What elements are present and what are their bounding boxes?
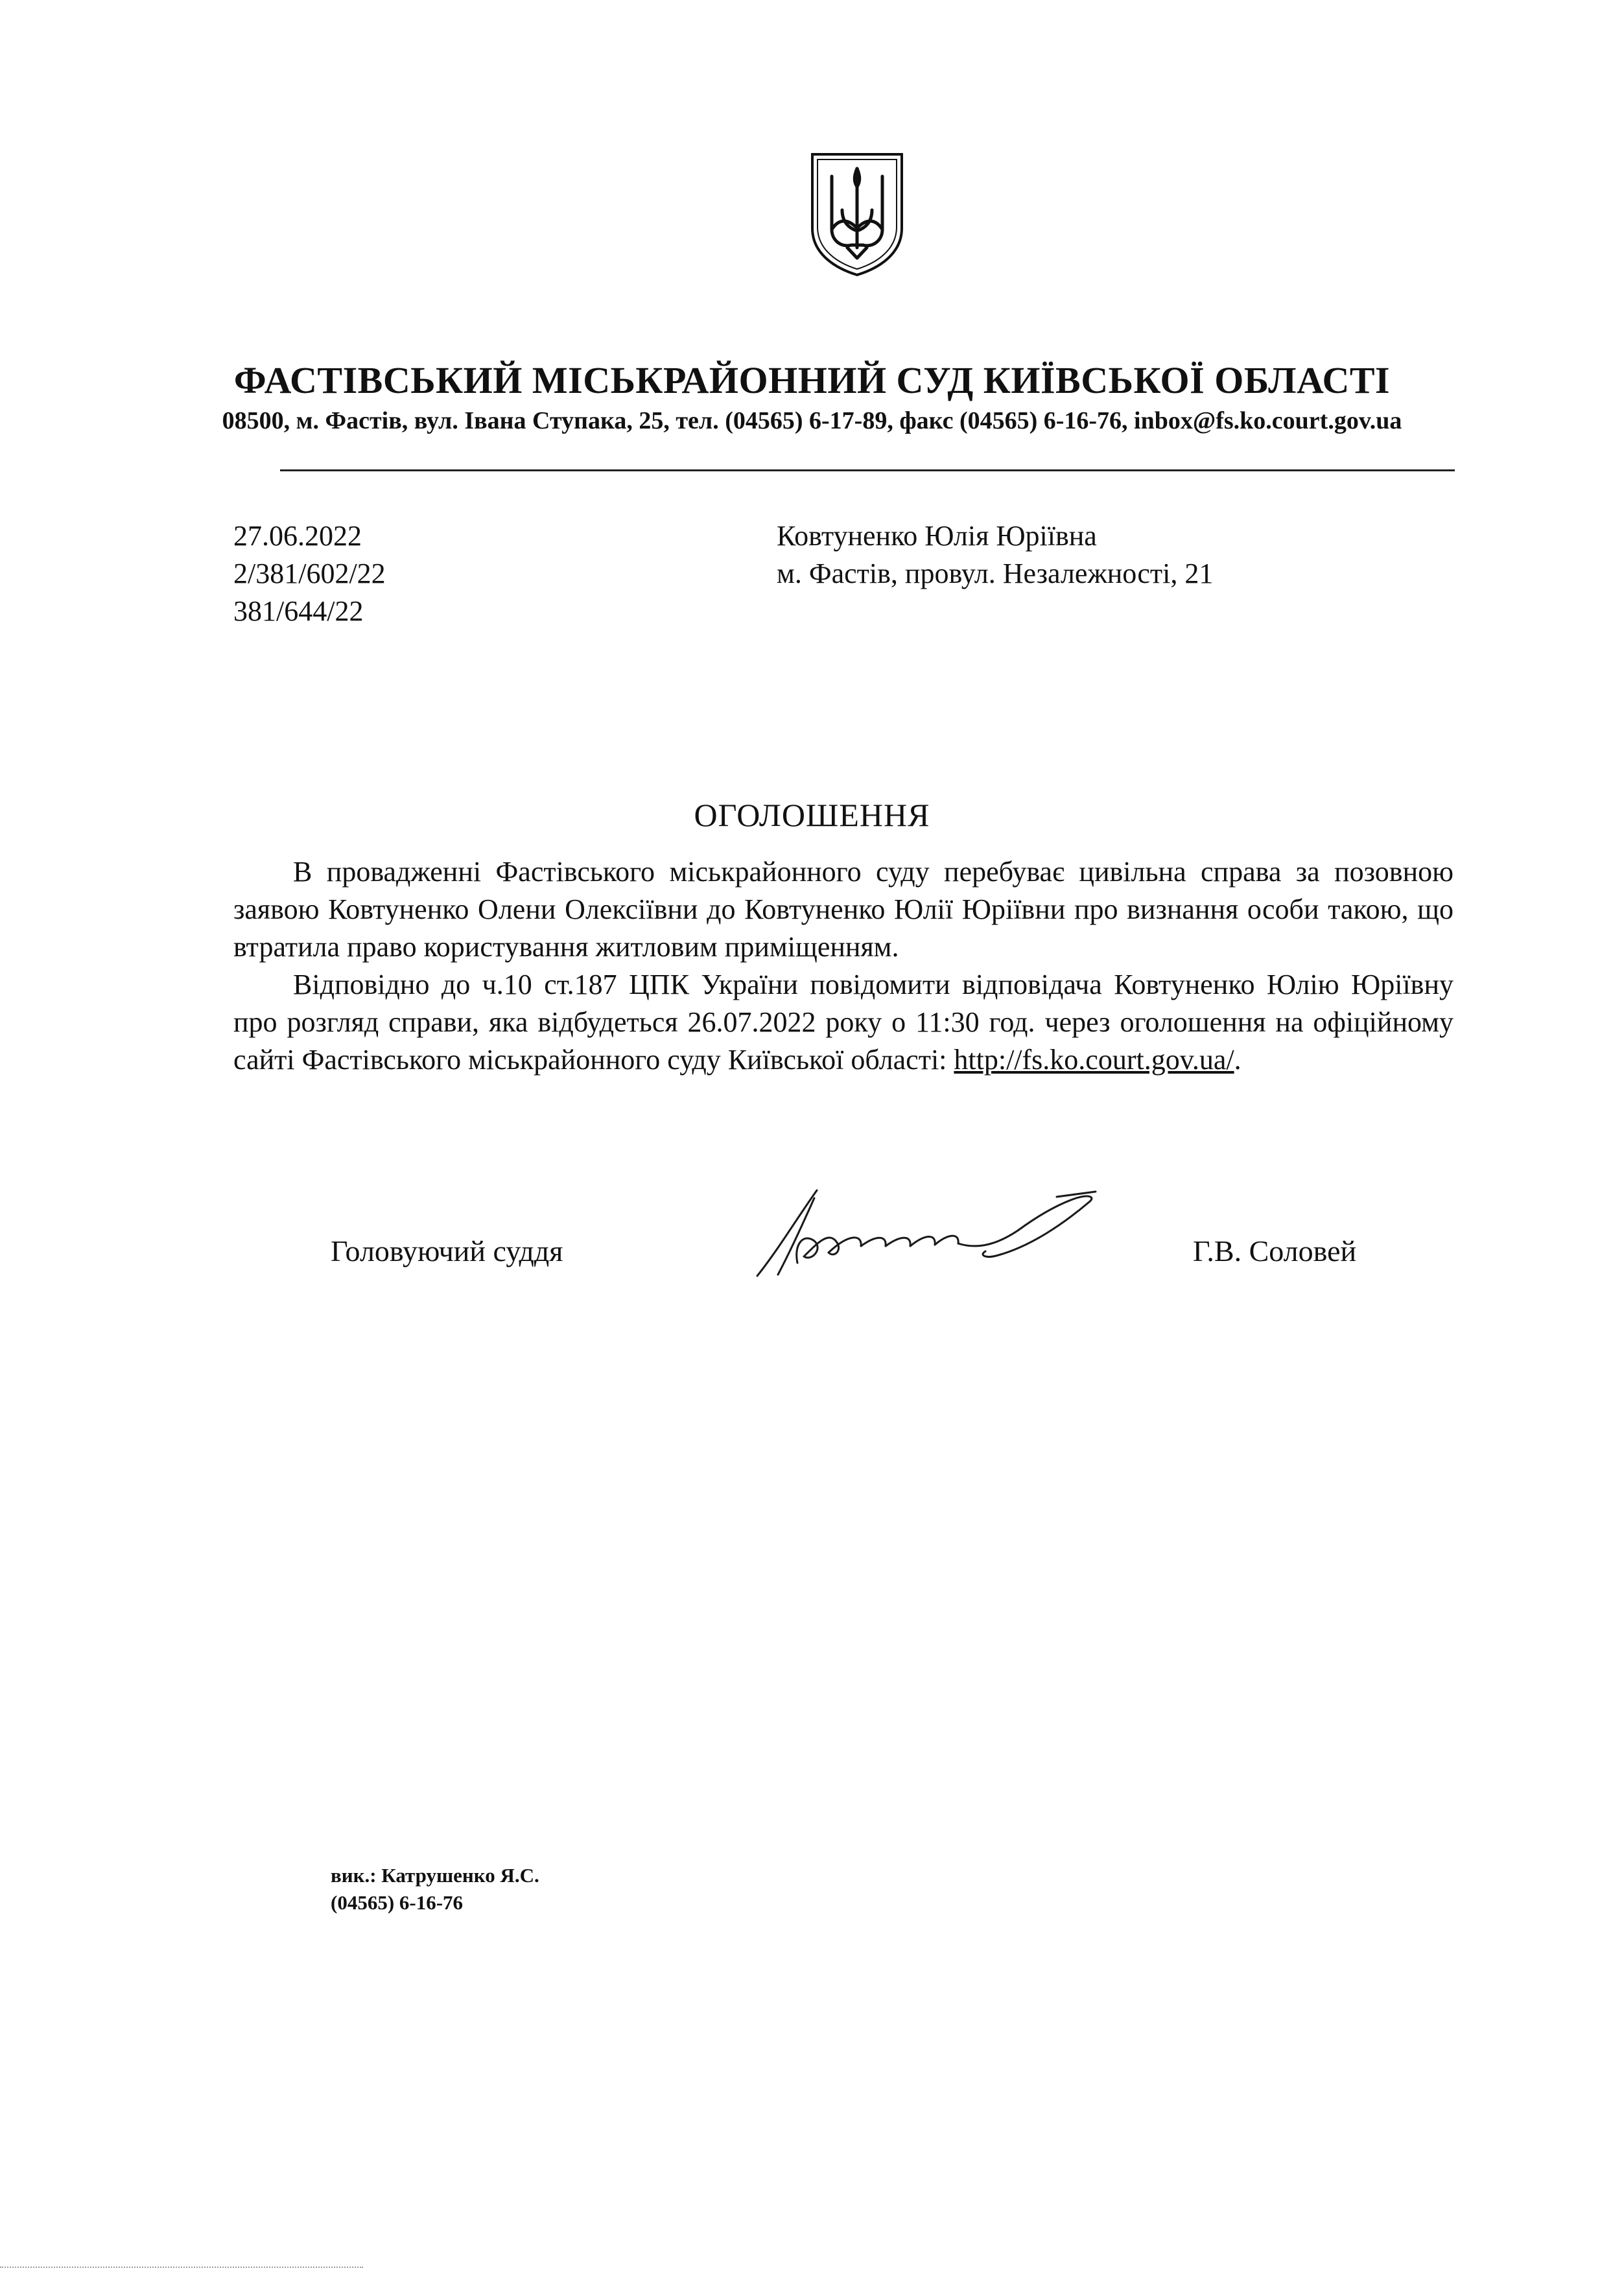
judge-position: Головуючий суддя: [331, 1234, 563, 1267]
header-divider: [280, 469, 1455, 471]
recipient-block: [777, 517, 1213, 593]
notification-text: Відповідно до ч.10 ст.187 ЦПК України повідомити відповідача Ковтуненко Юлію Юріївну про розгляд справи, яка відбудеться 26.07.2022 року о 11:30 год. через оголошення на офіційному сайті Фастівського міськрайонного суду Київської області:: [233, 969, 1453, 1076]
paragraph-notification: [233, 966, 1453, 1079]
court-name: ФАСТІВСЬКИЙ МІСЬКРАЙОННИЙ СУД КИЇВСЬКОЇ ОБЛАСТІ: [233, 359, 1391, 401]
judge-name: Г.В. Соловей: [1193, 1234, 1357, 1267]
link-suffix: .: [1234, 1044, 1242, 1076]
case-number: 2/381/602/22: [233, 558, 386, 589]
paragraph-proceedings: В провадженні Фастівського міськрайонного суду перебуває цивільна справа за позовною заявою Ковтуненко Олени Олексіївни до Ковтуненко Юлії Юріївни про визнання особи такою, що втратила право користування житловим приміщенням.: [233, 856, 1453, 963]
announcement-body: [233, 853, 1453, 1079]
executor-name: вик.: Катрушенко Я.С.: [331, 1864, 539, 1887]
document-meta: [233, 517, 386, 630]
recipient-address: м. Фастів, провул. Незалежності, 21: [777, 558, 1214, 589]
recipient-name: Ковтуненко Юлія Юріївна: [777, 520, 1097, 552]
document-title: ОГОЛОШЕННЯ: [694, 797, 930, 833]
registration-number: 381/644/22: [233, 595, 364, 627]
court-address: 08500, м. Фастів, вул. Івана Ступака, 25, тел. (04565) 6-17-89, факс (04565) 6-16-76, inbox@fs.ko.court.gov.ua: [222, 407, 1402, 434]
trident-coat-of-arms-icon: [808, 150, 906, 277]
handwritten-signature-icon: [752, 1179, 1102, 1282]
executor-phone: (04565) 6-16-76: [331, 1891, 464, 1914]
document-date: 27.06.2022: [233, 520, 362, 552]
scan-edge-mark: [0, 2267, 363, 2268]
executor-block: [331, 1862, 539, 1916]
court-website-link[interactable]: http://fs.ko.court.gov.ua/: [954, 1044, 1234, 1076]
